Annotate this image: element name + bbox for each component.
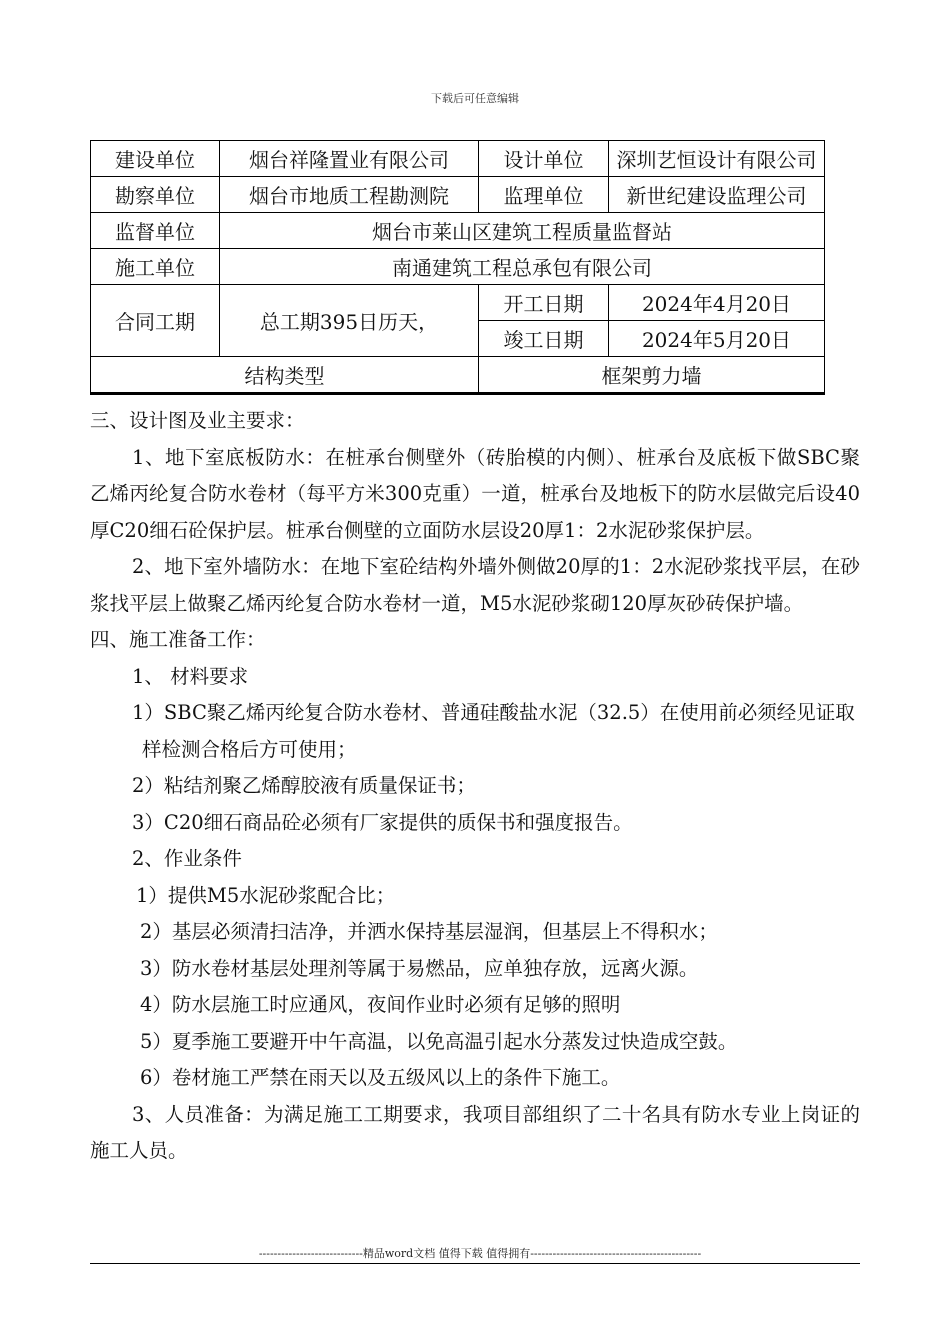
document-body — [90, 403, 860, 1170]
table-cell: 2024年4月20日 — [609, 285, 825, 321]
table-cell: 2024年5月20日 — [609, 321, 825, 357]
table-cell: 烟台市地质工程勘测院 — [220, 177, 479, 213]
table-row — [91, 141, 825, 177]
table-cell: 建设单位 — [91, 141, 220, 177]
table-row — [91, 357, 825, 394]
list-item: 1）提供M5水泥砂浆配合比； — [136, 883, 396, 907]
table-cell: 竣工日期 — [479, 321, 609, 357]
table-cell: 烟台祥隆置业有限公司 — [220, 141, 479, 177]
paragraph: 1、地下室底板防水：在桩承台侧壁外（砖胎模的内侧）、桩承台及底板下做SBC聚乙烯丙纶复合防水卷材（每平方米300克重）一道，桩承台及地板下的防水层做完后设40厚C20细石砼保护层。桩承台侧壁的立面防水层设20厚1：2水泥砂浆保护层。 — [90, 445, 860, 542]
table-row — [91, 177, 825, 213]
table-cell: 烟台市莱山区建筑工程质量监督站 — [220, 213, 825, 249]
table-row — [91, 213, 825, 249]
list-item: 1）SBC聚乙烯丙纶复合防水卷材、普通硅酸盐水泥（32.5）在使用前必须经见证取样检测合格后方可使用； — [132, 701, 855, 761]
project-info-table — [90, 140, 825, 395]
table-cell: 框架剪力墙 — [479, 357, 825, 394]
table-row — [91, 285, 825, 321]
table-cell: 监理单位 — [479, 177, 609, 213]
section-heading: 四、施工准备工作： — [90, 628, 266, 651]
table-cell: 南通建筑工程总承包有限公司 — [220, 249, 825, 285]
paragraph: 3、人员准备：为满足施工工期要求，我项目部组织了二十名具有防水专业上岗证的施工人员。 — [90, 1102, 860, 1162]
footer-note: ----------------------------精品word文档 值得下载 值得拥有---------------------------------------------- — [258, 1247, 702, 1260]
list-item: 4）防水层施工时应通风，夜间作业时必须有足够的照明 — [140, 993, 621, 1016]
table-cell: 结构类型 — [91, 357, 479, 394]
footer-divider — [90, 1263, 860, 1264]
header-note: 下载后可任意编辑 — [431, 92, 519, 105]
list-item: 3）C20细石商品砼必须有厂家提供的质保书和强度报告。 — [132, 810, 633, 834]
table-cell: 总工期395日历天， — [220, 285, 479, 357]
section-heading: 三、设计图及业主要求： — [90, 409, 305, 432]
table-cell: 开工日期 — [479, 285, 609, 321]
table-row — [91, 249, 825, 285]
list-item: 5）夏季施工要避开中午高温，以免高温引起水分蒸发过快造成空鼓。 — [140, 1029, 738, 1053]
table-cell: 深圳艺恒设计有限公司 — [609, 141, 825, 177]
subsection-heading: 1、 材料要求 — [132, 664, 249, 688]
table-cell: 设计单位 — [479, 141, 609, 177]
list-item: 2）粘结剂聚乙烯醇胶液有质量保证书； — [132, 774, 476, 797]
list-item: 2）基层必须清扫洁净，并洒水保持基层湿润，但基层上不得积水； — [140, 920, 718, 943]
table-cell: 合同工期 — [91, 285, 220, 357]
list-item: 6）卷材施工严禁在雨天以及五级风以上的条件下施工。 — [140, 1066, 621, 1089]
table-cell: 勘察单位 — [91, 177, 220, 213]
list-item: 3）防水卷材基层处理剂等属于易燃品，应单独存放，远离火源。 — [140, 956, 699, 980]
table-cell: 施工单位 — [91, 249, 220, 285]
paragraph: 2、地下室外墙防水：在地下室砼结构外墙外侧做20厚的1：2水泥砂浆找平层，在砂浆找平层上做聚乙烯丙纶复合防水卷材一道，M5水泥砂浆砌120厚灰砂砖保护墙。 — [90, 555, 860, 615]
table-cell: 新世纪建设监理公司 — [609, 177, 825, 213]
subsection-heading: 2、作业条件 — [132, 847, 242, 870]
table-cell: 监督单位 — [91, 213, 220, 249]
